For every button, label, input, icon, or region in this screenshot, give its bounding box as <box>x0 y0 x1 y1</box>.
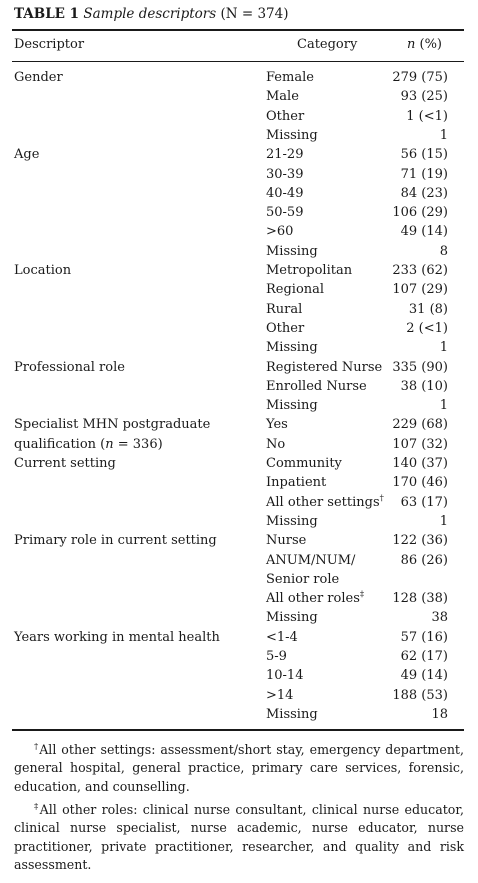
category-cell: Missing <box>266 243 318 259</box>
table-title: Sample descriptors <box>83 6 217 22</box>
category-cell: Nurse <box>266 533 307 549</box>
descriptor-cell: Current setting <box>14 456 116 471</box>
header-descriptor: Descriptor <box>14 37 85 52</box>
table-row <box>0 396 478 415</box>
descriptor-cell: Specialist MHN postgraduate <box>14 417 211 433</box>
header-n: n <box>406 37 416 52</box>
header-category: Category <box>297 37 358 52</box>
table-row <box>0 628 478 647</box>
category-cell: >14 <box>266 687 294 703</box>
value-cell: 56 (15) <box>400 147 448 163</box>
table-row <box>0 531 478 550</box>
category-cell: ANUM/NUM/ <box>266 552 356 568</box>
value-cell: 57 (16) <box>400 629 448 645</box>
value-cell: 107 (32) <box>392 436 448 452</box>
category-cell: <1-4 <box>266 629 298 645</box>
descriptor-cell: Gender <box>14 70 63 85</box>
table-row <box>0 87 478 106</box>
footnote-text: All other settings: assessment/short stay, emergency department, general hospital, general practice, primary care services, forensic, education, and counselling. <box>14 742 464 794</box>
table-row <box>0 377 478 396</box>
category-cell: >60 <box>266 224 294 240</box>
category-cell: Missing <box>266 398 318 414</box>
table-row <box>0 473 478 492</box>
category-cell: Inpatient <box>266 475 327 491</box>
value-cell: 2 (<1) <box>406 320 448 336</box>
value-cell: 106 (29) <box>392 205 448 221</box>
table-caption <box>14 6 289 22</box>
top-rule <box>12 29 464 31</box>
descriptor-cell: Years working in mental health <box>14 629 220 645</box>
footnote-mark: † <box>34 741 40 752</box>
category-cell: All other roles‡ <box>266 589 365 607</box>
value-cell: 84 (23) <box>400 185 448 201</box>
value-cell: 38 <box>431 610 448 626</box>
category-cell: Senior role <box>266 571 340 587</box>
table-row <box>0 608 478 627</box>
header-percent: (%) <box>419 37 442 52</box>
category-cell: No <box>266 436 286 452</box>
table-row <box>0 493 478 512</box>
footnote-text: All other roles: clinical nurse consultant, clinical nurse educator, clinical nurse specialist, nurse academic, nurse educator, nurse practitioner, private practitioner, researcher, and quality and risk assessment. <box>14 802 465 873</box>
table-row <box>0 280 478 299</box>
value-cell: 71 (19) <box>400 166 448 182</box>
category-cell: 40-49 <box>266 185 304 201</box>
category-cell: Missing <box>266 610 318 626</box>
descriptor-cell: Age <box>14 147 40 163</box>
category-cell: Registered Nurse <box>266 359 383 375</box>
table-row <box>0 454 478 473</box>
value-cell: 38 (10) <box>400 378 448 394</box>
header-n-percent <box>407 37 442 52</box>
category-cell: Enrolled Nurse <box>266 378 367 394</box>
category-cell: 21-29 <box>266 147 304 163</box>
footnote-mark: ‡ <box>359 589 365 600</box>
category-cell: All other settings† <box>266 493 384 510</box>
category-cell: Yes <box>266 417 288 433</box>
table-row <box>0 184 478 203</box>
category-cell: 30-39 <box>266 166 304 182</box>
table-n-note: (N = 374) <box>220 6 289 22</box>
descriptor-cell: Primary role in current setting <box>14 533 217 549</box>
table-row <box>0 242 478 261</box>
n-symbol: n <box>105 436 114 452</box>
value-cell: 107 (29) <box>392 282 448 298</box>
value-cell: 1 <box>439 127 448 143</box>
table-row <box>0 705 478 724</box>
value-cell: 31 (8) <box>408 301 448 317</box>
descriptor-cell: qualification (n = 336) <box>14 436 163 452</box>
table-row <box>0 647 478 666</box>
value-cell: 8 <box>439 243 448 259</box>
table-row <box>0 126 478 145</box>
footnote-mark: ‡ <box>34 801 40 812</box>
table-row <box>0 570 478 589</box>
footnote-roles <box>14 801 464 875</box>
category-cell: Regional <box>266 282 325 298</box>
table-row <box>0 512 478 531</box>
table-row <box>0 145 478 164</box>
table-row <box>0 666 478 685</box>
value-cell: 140 (37) <box>392 456 448 471</box>
value-cell: 188 (53) <box>392 687 448 703</box>
table-row <box>0 435 478 454</box>
table-row <box>0 68 478 87</box>
category-cell: Female <box>266 70 314 85</box>
category-cell: Other <box>266 108 305 124</box>
category-cell: 50-59 <box>266 205 304 221</box>
value-cell: 229 (68) <box>392 417 448 433</box>
table-row <box>0 551 478 570</box>
value-cell: 93 (25) <box>400 89 448 105</box>
category-cell: Missing <box>266 127 318 143</box>
value-cell: 62 (17) <box>400 649 448 664</box>
value-cell: 1 <box>439 398 448 414</box>
category-cell: Metropolitan <box>266 263 353 278</box>
category-cell: Rural <box>266 301 303 317</box>
value-cell: 1 <box>439 340 448 356</box>
table-row <box>0 358 478 377</box>
table-row <box>0 589 478 608</box>
table-label: TABLE 1 <box>14 6 80 22</box>
table-row <box>0 165 478 184</box>
value-cell: 63 (17) <box>400 494 448 510</box>
bottom-rule <box>12 729 464 731</box>
value-cell: 335 (90) <box>392 359 448 375</box>
table-row <box>0 686 478 705</box>
category-cell: Other <box>266 320 305 336</box>
descriptor-cell: Location <box>14 263 72 278</box>
value-cell: 128 (38) <box>392 591 448 607</box>
category-cell: Missing <box>266 340 318 356</box>
footnote-settings <box>14 741 464 796</box>
value-cell: 18 <box>431 706 448 722</box>
table-row <box>0 319 478 338</box>
value-cell: 279 (75) <box>392 70 448 85</box>
value-cell: 86 (26) <box>400 552 448 568</box>
value-cell: 1 (<1) <box>406 108 448 124</box>
value-cell: 122 (36) <box>392 533 448 549</box>
table-row <box>0 107 478 126</box>
category-cell: Male <box>266 89 299 105</box>
value-cell: 49 (14) <box>400 224 448 240</box>
category-cell: Missing <box>266 706 318 722</box>
category-cell: 5-9 <box>266 649 287 664</box>
header-rule <box>12 61 464 62</box>
table-row <box>0 261 478 280</box>
table-row <box>0 300 478 319</box>
category-cell: Community <box>266 456 342 471</box>
value-cell: 170 (46) <box>392 475 448 491</box>
table-row <box>0 222 478 241</box>
value-cell: 49 (14) <box>400 668 448 684</box>
table-row <box>0 338 478 357</box>
value-cell: 1 <box>439 513 448 529</box>
value-cell: 233 (62) <box>392 263 448 278</box>
descriptor-cell: Professional role <box>14 359 125 375</box>
footnote-mark: † <box>379 493 384 504</box>
table-row <box>0 415 478 434</box>
category-cell: Missing <box>266 513 318 529</box>
category-cell: 10-14 <box>266 668 304 684</box>
table-row <box>0 203 478 222</box>
